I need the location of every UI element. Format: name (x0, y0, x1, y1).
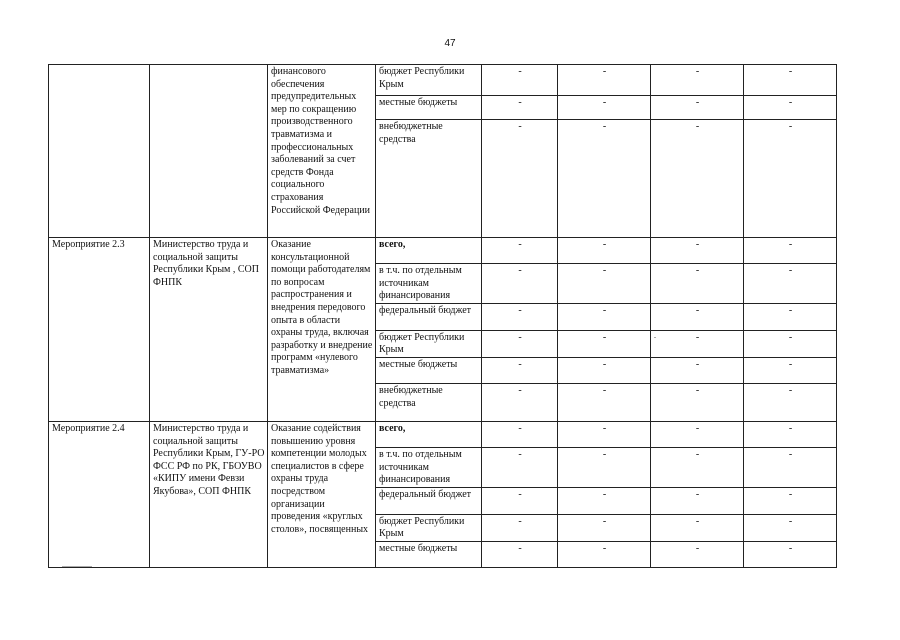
value-cell: - (744, 120, 837, 238)
value-cell: - (482, 447, 558, 487)
value-cell: - (558, 264, 651, 304)
funding-source-cell: бюджет Республики Крым (376, 65, 482, 96)
value-cell: - (558, 303, 651, 330)
value-cell: - (651, 330, 744, 357)
value-cell: - (482, 65, 558, 96)
value-cell: - (482, 330, 558, 357)
value-cell: - (482, 514, 558, 541)
scan-speck (654, 337, 656, 338)
description-cell: финансового обеспечения предупредительных мер по сокращению производственного травматизма и профессиональных заболеваний за счет средств Фонда социального страхования Российской Федерации (268, 65, 376, 238)
value-cell: - (651, 514, 744, 541)
value-cell: - (651, 357, 744, 383)
value-cell: - (651, 238, 744, 264)
value-cell: - (482, 264, 558, 304)
value-cell: - (651, 447, 744, 487)
value-cell: - (558, 514, 651, 541)
value-cell: - (482, 357, 558, 383)
table-row (49, 421, 837, 447)
executor-cell: Министерство труда и социальной защиты Республики Крым, ГУ-РО ФСС РФ по РК, ГБОУВО «КИПУ имени Февзи Якубова», СОП ФНПК (150, 421, 268, 567)
value-cell: - (744, 303, 837, 330)
value-cell: - (744, 238, 837, 264)
measure-cell (49, 65, 150, 238)
funding-source-cell: в т.ч. по отдельным источникам финансирования (376, 447, 482, 487)
table-row (49, 65, 837, 96)
value-cell: - (651, 264, 744, 304)
value-cell: - (482, 238, 558, 264)
value-cell: - (558, 447, 651, 487)
description-cell: Оказание консультационной помощи работодателям по вопросам распространения и внедрения передового опыта в области охраны труда, включая разработку и внедрение программ «нулевого травматизма» (268, 238, 376, 422)
value-cell: - (482, 541, 558, 567)
program-measures-table (48, 64, 837, 568)
value-cell: - (651, 65, 744, 96)
funding-source-cell: всего, (376, 238, 482, 264)
value-cell: - (558, 421, 651, 447)
value-cell: - (744, 514, 837, 541)
value-cell: - (744, 383, 837, 421)
value-cell: - (651, 421, 744, 447)
funding-source-cell: бюджет Республики Крым (376, 330, 482, 357)
value-cell: - (558, 238, 651, 264)
value-cell: - (558, 330, 651, 357)
value-cell: - (558, 383, 651, 421)
funding-source-cell: местные бюджеты (376, 541, 482, 567)
executor-cell: Министерство труда и социальной защиты Республики Крым , СОП ФНПК (150, 238, 268, 422)
value-cell: - (558, 120, 651, 238)
value-cell: - (744, 421, 837, 447)
value-cell: - (744, 487, 837, 514)
scan-speck (62, 566, 92, 567)
value-cell: - (744, 447, 837, 487)
measure-cell: Мероприятие 2.3 (49, 238, 150, 422)
value-cell: - (651, 96, 744, 120)
value-cell: - (482, 383, 558, 421)
value-cell: - (651, 120, 744, 238)
value-cell: - (744, 264, 837, 304)
value-cell: - (744, 541, 837, 567)
value-cell: - (482, 421, 558, 447)
value-cell: - (558, 357, 651, 383)
value-cell: - (482, 303, 558, 330)
value-cell: - (482, 487, 558, 514)
value-cell: - (744, 330, 837, 357)
value-cell: - (651, 303, 744, 330)
value-cell: - (744, 96, 837, 120)
funding-source-cell: внебюджетные средства (376, 120, 482, 238)
value-cell: - (651, 487, 744, 514)
funding-source-cell: федеральный бюджет (376, 303, 482, 330)
funding-source-cell: внебюджетные средства (376, 383, 482, 421)
funding-source-cell: федеральный бюджет (376, 487, 482, 514)
funding-source-cell: местные бюджеты (376, 357, 482, 383)
funding-source-cell: всего, (376, 421, 482, 447)
value-cell: - (558, 96, 651, 120)
value-cell: - (482, 120, 558, 238)
funding-source-cell: бюджет Республики Крым (376, 514, 482, 541)
value-cell: - (482, 96, 558, 120)
measure-cell: Мероприятие 2.4 (49, 421, 150, 567)
value-cell: - (744, 65, 837, 96)
table-row (49, 238, 837, 264)
page-number: 47 (444, 38, 456, 49)
value-cell: - (558, 487, 651, 514)
value-cell: - (558, 65, 651, 96)
description-cell: Оказание содействия повышению уровня компетенции молодых специалистов в сфере охраны труда посредством организации проведения «круглых столов», посвященных (268, 421, 376, 567)
value-cell: - (651, 383, 744, 421)
executor-cell (150, 65, 268, 238)
value-cell: - (651, 541, 744, 567)
value-cell: - (744, 357, 837, 383)
funding-source-cell: местные бюджеты (376, 96, 482, 120)
value-cell: - (558, 541, 651, 567)
funding-source-cell: в т.ч. по отдельным источникам финансирования (376, 264, 482, 304)
